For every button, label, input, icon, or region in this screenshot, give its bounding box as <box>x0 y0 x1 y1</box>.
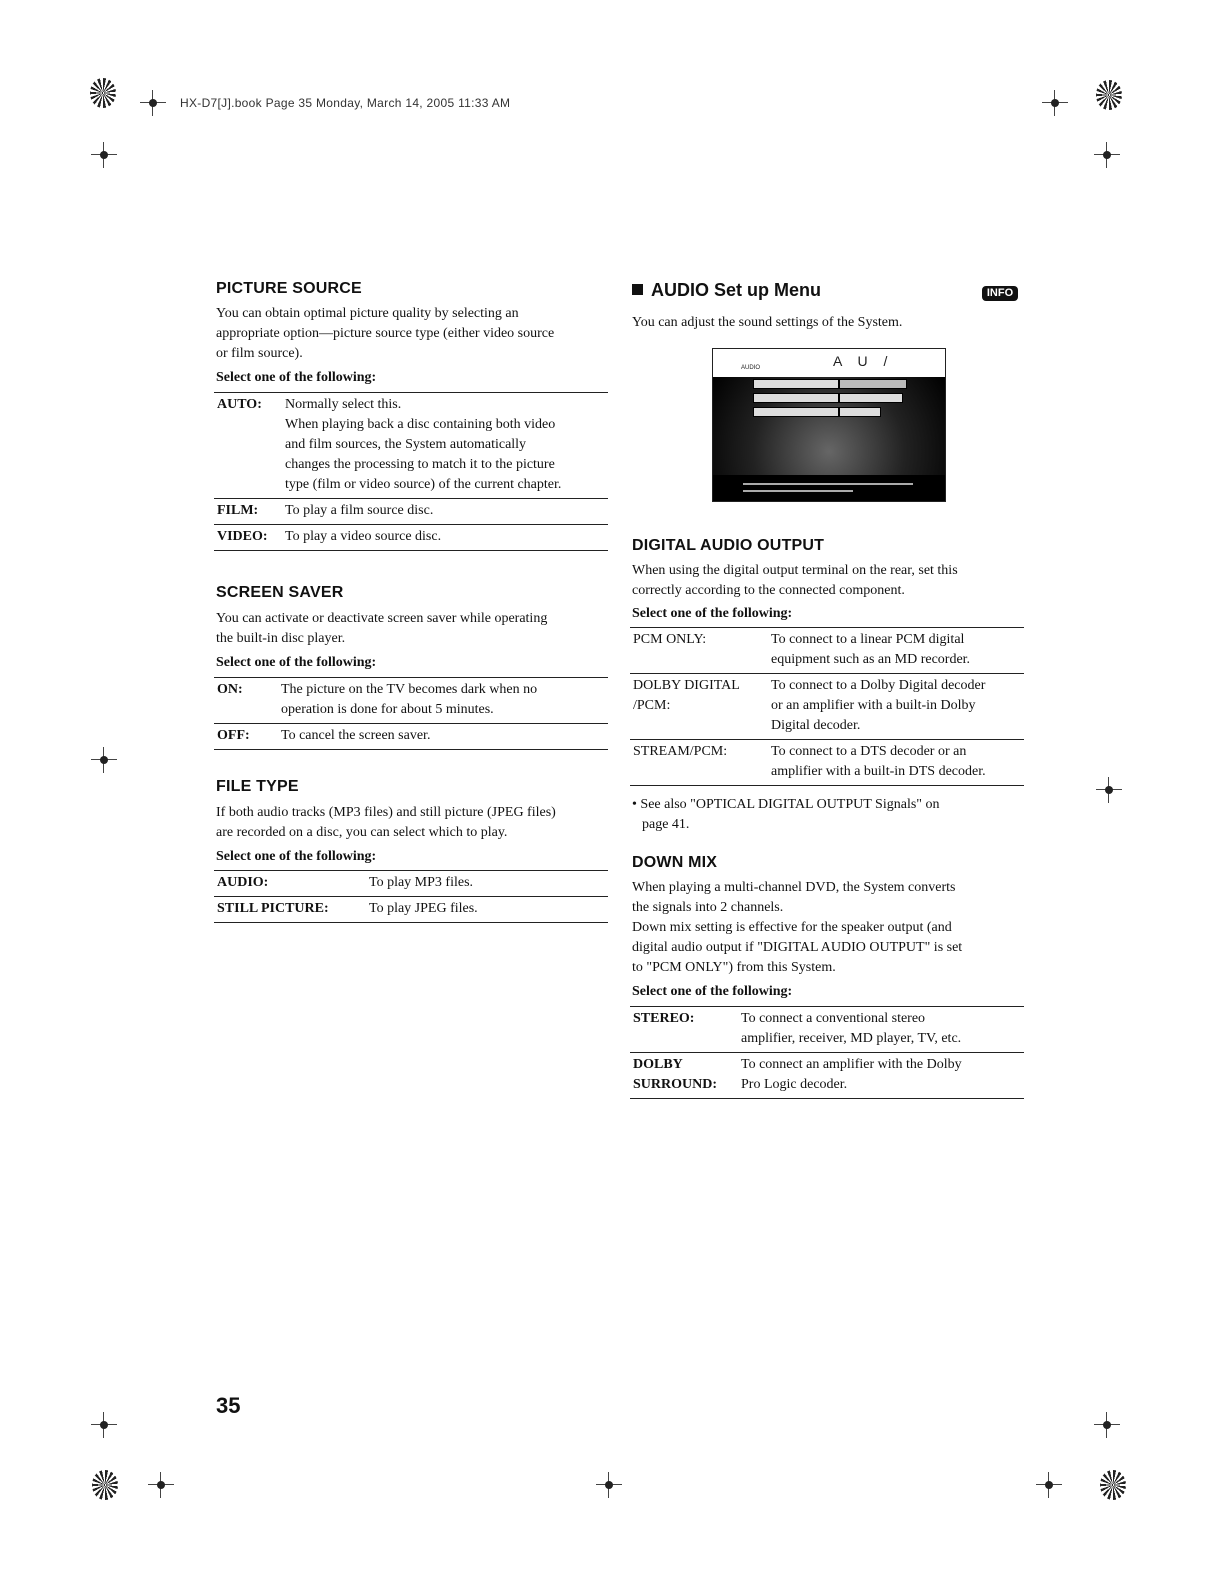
option-key <box>630 1053 738 1099</box>
screen-menu-row <box>753 407 839 417</box>
text-line: Digital decoder. <box>771 718 861 733</box>
table-row <box>630 1007 1024 1053</box>
text-line: and film sources, the System automatically <box>285 437 527 452</box>
option-key <box>630 628 768 674</box>
text-line: Normally select this. <box>285 397 402 412</box>
text-line: To connect an amplifier with the Dolby <box>741 1057 962 1072</box>
text-line: DOLBY DIGITAL <box>633 678 740 693</box>
square-bullet-icon <box>632 284 643 295</box>
digital-audio-output-intro <box>632 561 1027 601</box>
text-line: digital audio output if "DIGITAL AUDIO OUTPUT" is set <box>632 940 963 955</box>
crosshair-icon <box>1100 148 1114 162</box>
text-line: • See also "OPTICAL DIGITAL OUTPUT Signals" on <box>632 797 940 812</box>
text-line: appropriate option—picture source type (either video source <box>216 326 555 341</box>
registration-rosette-icon <box>1096 80 1122 110</box>
screen-footer <box>713 475 945 501</box>
text-line: correctly according to the connected component. <box>632 583 905 598</box>
picture-source-intro <box>216 304 611 364</box>
select-label: Select one of the following: <box>216 655 377 670</box>
screen-icons: A U / <box>833 353 894 369</box>
digital-audio-output-options-table <box>630 627 1024 786</box>
option-desc <box>738 1053 1024 1099</box>
text-line: the built-in disc player. <box>216 631 346 646</box>
option-desc <box>278 678 608 724</box>
text-line: To connect to a DTS decoder or an <box>771 744 967 759</box>
text-line: equipment such as an MD recorder. <box>771 652 971 667</box>
option-desc <box>768 740 1024 786</box>
option-desc: To play a video source disc. <box>282 525 608 551</box>
table-row <box>214 393 608 499</box>
audio-menu-heading <box>632 280 821 301</box>
table-row <box>214 678 608 724</box>
text-line: The picture on the TV becomes dark when no <box>281 682 538 697</box>
screen-menu-value <box>839 407 881 417</box>
select-label: Select one of the following: <box>632 606 793 621</box>
text-line: /PCM: <box>633 698 671 713</box>
text-line: operation is done for about 5 minutes. <box>281 702 494 717</box>
crosshair-icon <box>602 1478 616 1492</box>
screen-menu-row <box>753 379 839 389</box>
option-key: ON: <box>214 678 278 724</box>
crosshair-icon <box>1042 1478 1056 1492</box>
select-label: Select one of the following: <box>216 370 377 385</box>
text-line: SURROUND: <box>633 1077 717 1092</box>
down-mix-options-table <box>630 1006 1024 1099</box>
crosshair-icon <box>1100 1418 1114 1432</box>
text-line: type (film or video source) of the current chapter. <box>285 477 562 492</box>
text-line: To connect to a Dolby Digital decoder <box>771 678 986 693</box>
option-key <box>630 740 768 786</box>
table-row <box>630 628 1024 674</box>
option-desc: To play JPEG files. <box>366 897 608 923</box>
screen-menu-row <box>753 393 839 403</box>
print-header: HX-D7[J].book Page 35 Monday, March 14, 2005 11:33 AM <box>180 96 511 110</box>
crosshair-icon <box>97 1418 111 1432</box>
text-line: STEREO: <box>633 1011 695 1026</box>
file-type-intro <box>216 803 611 843</box>
crosshair-icon <box>1102 783 1116 797</box>
option-key: FILM: <box>214 499 282 525</box>
option-key: VIDEO: <box>214 525 282 551</box>
picture-source-options-table <box>214 392 608 551</box>
text-line: When playing back a disc containing both video <box>285 417 556 432</box>
table-row <box>214 525 608 551</box>
table-row <box>214 724 608 750</box>
screen-menu-value <box>839 379 907 389</box>
info-badge: INFO <box>982 286 1018 301</box>
crosshair-icon <box>1048 96 1062 110</box>
heading-text: AUDIO Set up Menu <box>651 280 821 300</box>
option-desc: To play MP3 files. <box>366 871 608 897</box>
option-key <box>630 1007 738 1053</box>
text-line: amplifier, receiver, MD player, TV, etc. <box>741 1031 962 1046</box>
text-line: are recorded on a disc, you can select which to play. <box>216 825 508 840</box>
audio-menu-screen-image <box>712 348 946 502</box>
text-line: To connect a conventional stereo <box>741 1011 926 1026</box>
option-key: AUTO: <box>214 393 282 499</box>
registration-rosette-icon <box>1100 1470 1126 1500</box>
option-key: AUDIO: <box>214 871 366 897</box>
text-line: Pro Logic decoder. <box>741 1077 848 1092</box>
page-number: 35 <box>216 1393 241 1418</box>
option-desc: To cancel the screen saver. <box>278 724 608 750</box>
text-line: amplifier with a built-in DTS decoder. <box>771 764 986 779</box>
table-row <box>214 499 608 525</box>
text-line: You can obtain optimal picture quality by selecting an <box>216 306 519 321</box>
table-row <box>214 897 608 923</box>
crosshair-icon <box>97 148 111 162</box>
text-line: To connect to a linear PCM digital <box>771 632 965 647</box>
text-line: When playing a multi-channel DVD, the System converts <box>632 880 956 895</box>
option-desc <box>738 1007 1024 1053</box>
text-line: to "PCM ONLY") from this System. <box>632 960 836 975</box>
option-key: OFF: <box>214 724 278 750</box>
text-line: You can activate or deactivate screen saver while operating <box>216 611 548 626</box>
option-desc <box>282 393 608 499</box>
option-key <box>630 674 768 740</box>
digital-audio-output-heading: DIGITAL AUDIO OUTPUT <box>632 537 825 554</box>
option-key: STILL PICTURE: <box>214 897 366 923</box>
select-label: Select one of the following: <box>216 849 377 864</box>
option-desc <box>768 628 1024 674</box>
text-line: or film source). <box>216 346 303 361</box>
text-line: If both audio tracks (MP3 files) and still picture (JPEG files) <box>216 805 556 820</box>
down-mix-heading: DOWN MIX <box>632 854 718 871</box>
screen-saver-heading: SCREEN SAVER <box>216 584 344 601</box>
see-also-note <box>632 795 1027 835</box>
crosshair-icon <box>146 96 160 110</box>
text-line: DOLBY <box>633 1057 683 1072</box>
file-type-heading: FILE TYPE <box>216 778 299 795</box>
crosshair-icon <box>154 1478 168 1492</box>
table-row <box>214 871 608 897</box>
select-label: Select one of the following: <box>632 984 793 999</box>
text-line: the signals into 2 channels. <box>632 900 784 915</box>
text-line: PCM ONLY: <box>633 632 707 647</box>
screen-menu-value <box>839 393 903 403</box>
option-desc: To play a film source disc. <box>282 499 608 525</box>
registration-rosette-icon <box>92 1470 118 1500</box>
screen-saver-intro <box>216 609 611 649</box>
screen-label: AUDIO <box>741 365 761 371</box>
picture-source-heading: PICTURE SOURCE <box>216 280 362 297</box>
file-type-options-table <box>214 870 608 923</box>
down-mix-intro <box>632 878 1027 978</box>
registration-rosette-icon <box>90 78 116 108</box>
text-line: When using the digital output terminal on the rear, set this <box>632 563 958 578</box>
table-row <box>630 740 1024 786</box>
text-line: changes the processing to match it to the picture <box>285 457 555 472</box>
crosshair-icon <box>97 753 111 767</box>
text-line: or an amplifier with a built-in Dolby <box>771 698 976 713</box>
text-line: Down mix setting is effective for the speaker output (and <box>632 920 952 935</box>
table-row <box>630 1053 1024 1099</box>
audio-menu-intro: You can adjust the sound settings of the System. <box>632 315 903 330</box>
option-desc <box>768 674 1024 740</box>
screen-saver-options-table <box>214 677 608 750</box>
text-line: page 41. <box>642 817 690 832</box>
table-row <box>630 674 1024 740</box>
text-line: STREAM/PCM: <box>633 744 728 759</box>
